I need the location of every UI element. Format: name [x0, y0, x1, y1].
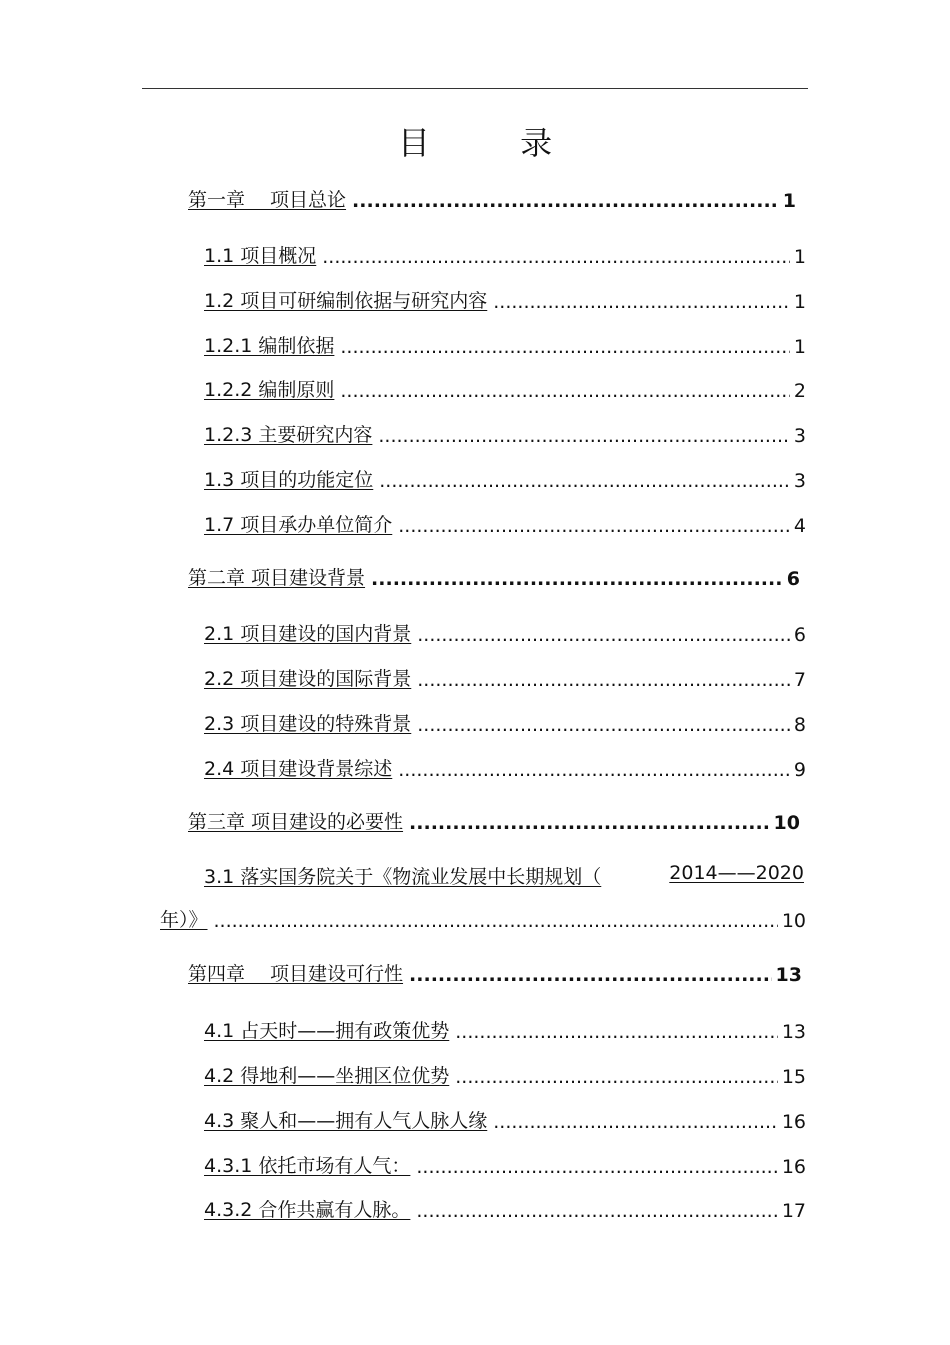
toc-leader	[398, 515, 790, 537]
toc-leader	[371, 568, 783, 590]
toc-page: 3	[793, 470, 806, 492]
toc-leader	[398, 759, 790, 781]
toc-label: 1.3 项目的功能定位	[204, 469, 374, 491]
toc-label: 1.2.1 编制依据	[204, 335, 335, 357]
toc-page: 2	[793, 380, 806, 402]
toc-entry[interactable]	[204, 332, 806, 358]
toc-label: 年）》	[160, 909, 208, 931]
toc-entry[interactable]	[204, 620, 806, 646]
toc-label: 1.2.2 编制原则	[204, 379, 335, 401]
toc-leader	[322, 246, 790, 268]
toc-entry[interactable]	[188, 564, 800, 590]
toc-leader	[352, 190, 779, 212]
toc-page: 1	[793, 336, 806, 358]
toc-label: 4.3.2 合作共赢有人脉。	[204, 1199, 411, 1221]
toc-entry[interactable]	[204, 1017, 806, 1043]
toc-label: 2.2 项目建设的国际背景	[204, 668, 412, 690]
toc-entry[interactable]	[204, 287, 806, 313]
toc-label: 2.1 项目建设的国内背景	[204, 623, 412, 645]
toc-page: 9	[793, 759, 806, 781]
toc-entry[interactable]	[204, 511, 806, 537]
toc-page: 4	[793, 515, 806, 537]
toc-label: 第二章 项目建设背景	[188, 567, 366, 589]
toc-entry[interactable]	[188, 808, 800, 834]
toc-entry-wrapped-line1[interactable]	[204, 862, 804, 888]
toc-leader	[455, 1021, 778, 1043]
toc-entry[interactable]	[204, 376, 806, 402]
toc-label-end: 2014——2020	[669, 862, 804, 884]
toc-label: 第三章 项目建设的必要性	[188, 811, 404, 833]
toc-page: 8	[793, 714, 806, 736]
toc-label: 3.1 落实国务院关于《物流业发展中长期规划（	[204, 866, 602, 888]
toc-label: 2.4 项目建设背景综述	[204, 758, 393, 780]
toc-entry[interactable]	[204, 466, 806, 492]
toc-page: 13	[781, 1021, 806, 1043]
toc-page: 1	[793, 291, 806, 313]
toc-leader	[416, 1156, 777, 1178]
toc-entry[interactable]	[188, 186, 796, 212]
toc-leader	[378, 425, 790, 447]
toc-page: 6	[786, 568, 800, 590]
toc-page: 10	[773, 812, 800, 834]
toc-leader	[493, 291, 790, 313]
toc-label: 1.1 项目概况	[204, 245, 317, 267]
toc-leader	[214, 910, 778, 932]
toc-entry[interactable]	[204, 710, 806, 736]
toc-page: 13	[775, 964, 802, 986]
toc-leader	[455, 1066, 778, 1088]
toc-entry[interactable]	[188, 960, 802, 986]
toc-entry[interactable]	[204, 1196, 806, 1222]
page-title: 目 录	[397, 124, 593, 162]
toc-leader	[417, 624, 790, 646]
toc-page: 17	[781, 1200, 806, 1222]
toc-entry[interactable]	[204, 1152, 806, 1178]
toc-entry[interactable]	[204, 1107, 806, 1133]
toc-page: 1	[793, 246, 806, 268]
toc-leader	[409, 964, 772, 986]
toc-label: 4.3 聚人和——拥有人气人脉人缘	[204, 1110, 488, 1132]
toc-leader	[379, 470, 790, 492]
toc-leader	[409, 812, 770, 834]
toc-leader	[493, 1111, 778, 1133]
toc-leader	[417, 714, 790, 736]
toc-leader	[340, 380, 790, 402]
toc-page: 15	[781, 1066, 806, 1088]
toc-entry[interactable]	[204, 755, 806, 781]
toc-label: 第一章 项目总论	[188, 189, 347, 211]
toc-leader	[340, 336, 790, 358]
toc-label: 1.7 项目承办单位简介	[204, 514, 393, 536]
toc-leader	[417, 669, 790, 691]
toc-label: 1.2 项目可研编制依据与研究内容	[204, 290, 488, 312]
toc-leader	[416, 1200, 777, 1222]
toc-page: 16	[781, 1111, 806, 1133]
toc-entry[interactable]	[204, 421, 806, 447]
toc-entry[interactable]	[160, 906, 806, 932]
header-rule	[142, 88, 808, 89]
toc-page: 6	[793, 624, 806, 646]
toc-entry[interactable]	[204, 242, 806, 268]
toc-page: 1	[782, 190, 796, 212]
toc-page: 7	[793, 669, 806, 691]
toc-page: 10	[781, 910, 806, 932]
toc-label: 4.2 得地利——坐拥区位优势	[204, 1065, 450, 1087]
toc-page: 16	[781, 1156, 806, 1178]
toc-entry[interactable]	[204, 1062, 806, 1088]
toc-label: 2.3 项目建设的特殊背景	[204, 713, 412, 735]
toc-page: 3	[793, 425, 806, 447]
toc-label: 4.1 占天时——拥有政策优势	[204, 1020, 450, 1042]
toc-label: 第四章 项目建设可行性	[188, 963, 404, 985]
toc-label: 4.3.1 依托市场有人气：	[204, 1155, 411, 1177]
toc-entry[interactable]	[204, 665, 806, 691]
toc-label: 1.2.3 主要研究内容	[204, 424, 373, 446]
